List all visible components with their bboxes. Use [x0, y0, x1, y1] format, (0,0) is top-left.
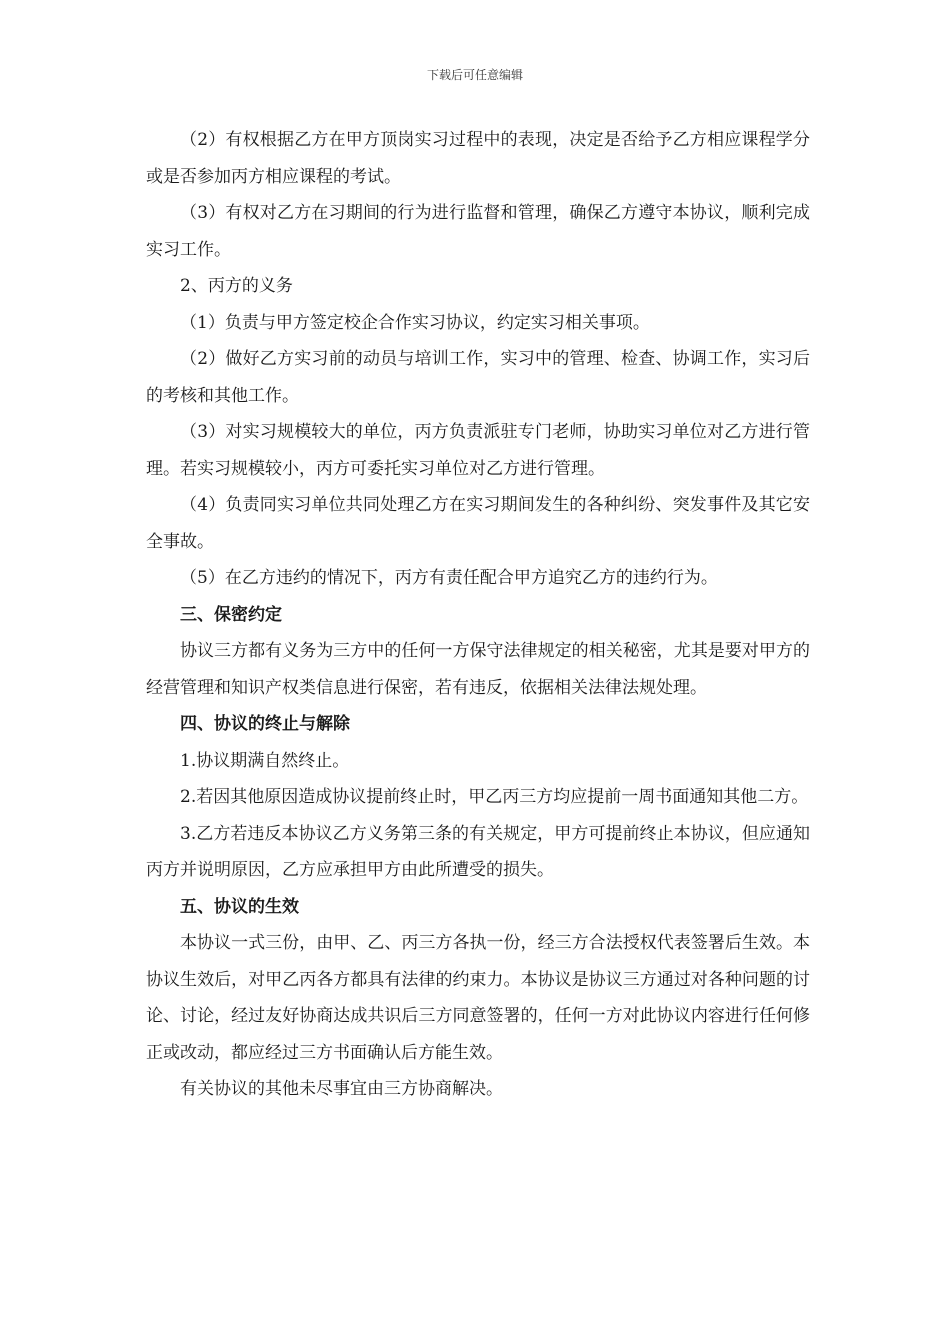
paragraph: （3）有权对乙方在习期间的行为进行监督和管理，确保乙方遵守本协议，顺利完成实习工作。 — [146, 203, 810, 260]
paragraph: 1.协议期满自然终止。 — [180, 750, 350, 771]
paragraph: 2.若因其他原因造成协议提前终止时，甲乙丙三方均应提前一周书面通知其他二方。 — [180, 787, 809, 807]
paragraph: 协议三方都有义务为三方中的任何一方保守法律规定的相关秘密，尤其是要对甲方的经营管理和知识产权类信息进行保密，若有违反，依据相关法律法规处理。 — [146, 641, 810, 698]
paragraph: 有关协议的其他未尽事宜由三方协商解决。 — [180, 1079, 503, 1099]
section-heading: 四、协议的终止与解除 — [180, 714, 350, 734]
section-heading: 三、保密约定 — [180, 604, 282, 625]
paragraph: 本协议一式三份，由甲、乙、丙三方各执一份，经三方合法授权代表签署后生效。本协议生效后，对甲乙丙各方都具有法律的约束力。本协议是协议三方通过对各种问题的讨论、讨论，经过友好协商达成共识后三方同意签署的，任何一方对此协议内容进行任何修正或改动，都应经过三方书面确认后方能生效。 — [146, 933, 810, 1063]
document-body — [146, 122, 810, 1108]
paragraph: （2）有权根据乙方在甲方顶岗实习过程中的表现，决定是否给予乙方相应课程学分或是否参加丙方相应课程的考试。 — [146, 130, 810, 187]
paragraph: （3）对实习规模较大的单位，丙方负责派驻专门老师，协助实习单位对乙方进行管理。若实习规模较小，丙方可委托实习单位对乙方进行管理。 — [146, 422, 810, 479]
paragraph: 2、丙方的义务 — [180, 276, 293, 296]
paragraph: 3.乙方若违反本协议乙方义务第三条的有关规定，甲方可提前终止本协议，但应通知丙方并说明原因，乙方应承担甲方由此所遭受的损失。 — [146, 823, 810, 880]
section-heading: 五、协议的生效 — [180, 896, 299, 917]
paragraph: （1）负责与甲方签定校企合作实习协议，约定实习相关事项。 — [180, 312, 650, 333]
paragraph: （4）负责同实习单位共同处理乙方在实习期间发生的各种纠纷、突发事件及其它安全事故。 — [146, 495, 810, 552]
paragraph: （5）在乙方违约的情况下，丙方有责任配合甲方追究乙方的违约行为。 — [180, 568, 718, 588]
paragraph: （2）做好乙方实习前的动员与培训工作，实习中的管理、检查、协调工作，实习后的考核和其他工作。 — [146, 349, 810, 406]
page-header: 下载后可任意编辑 — [426, 68, 523, 82]
